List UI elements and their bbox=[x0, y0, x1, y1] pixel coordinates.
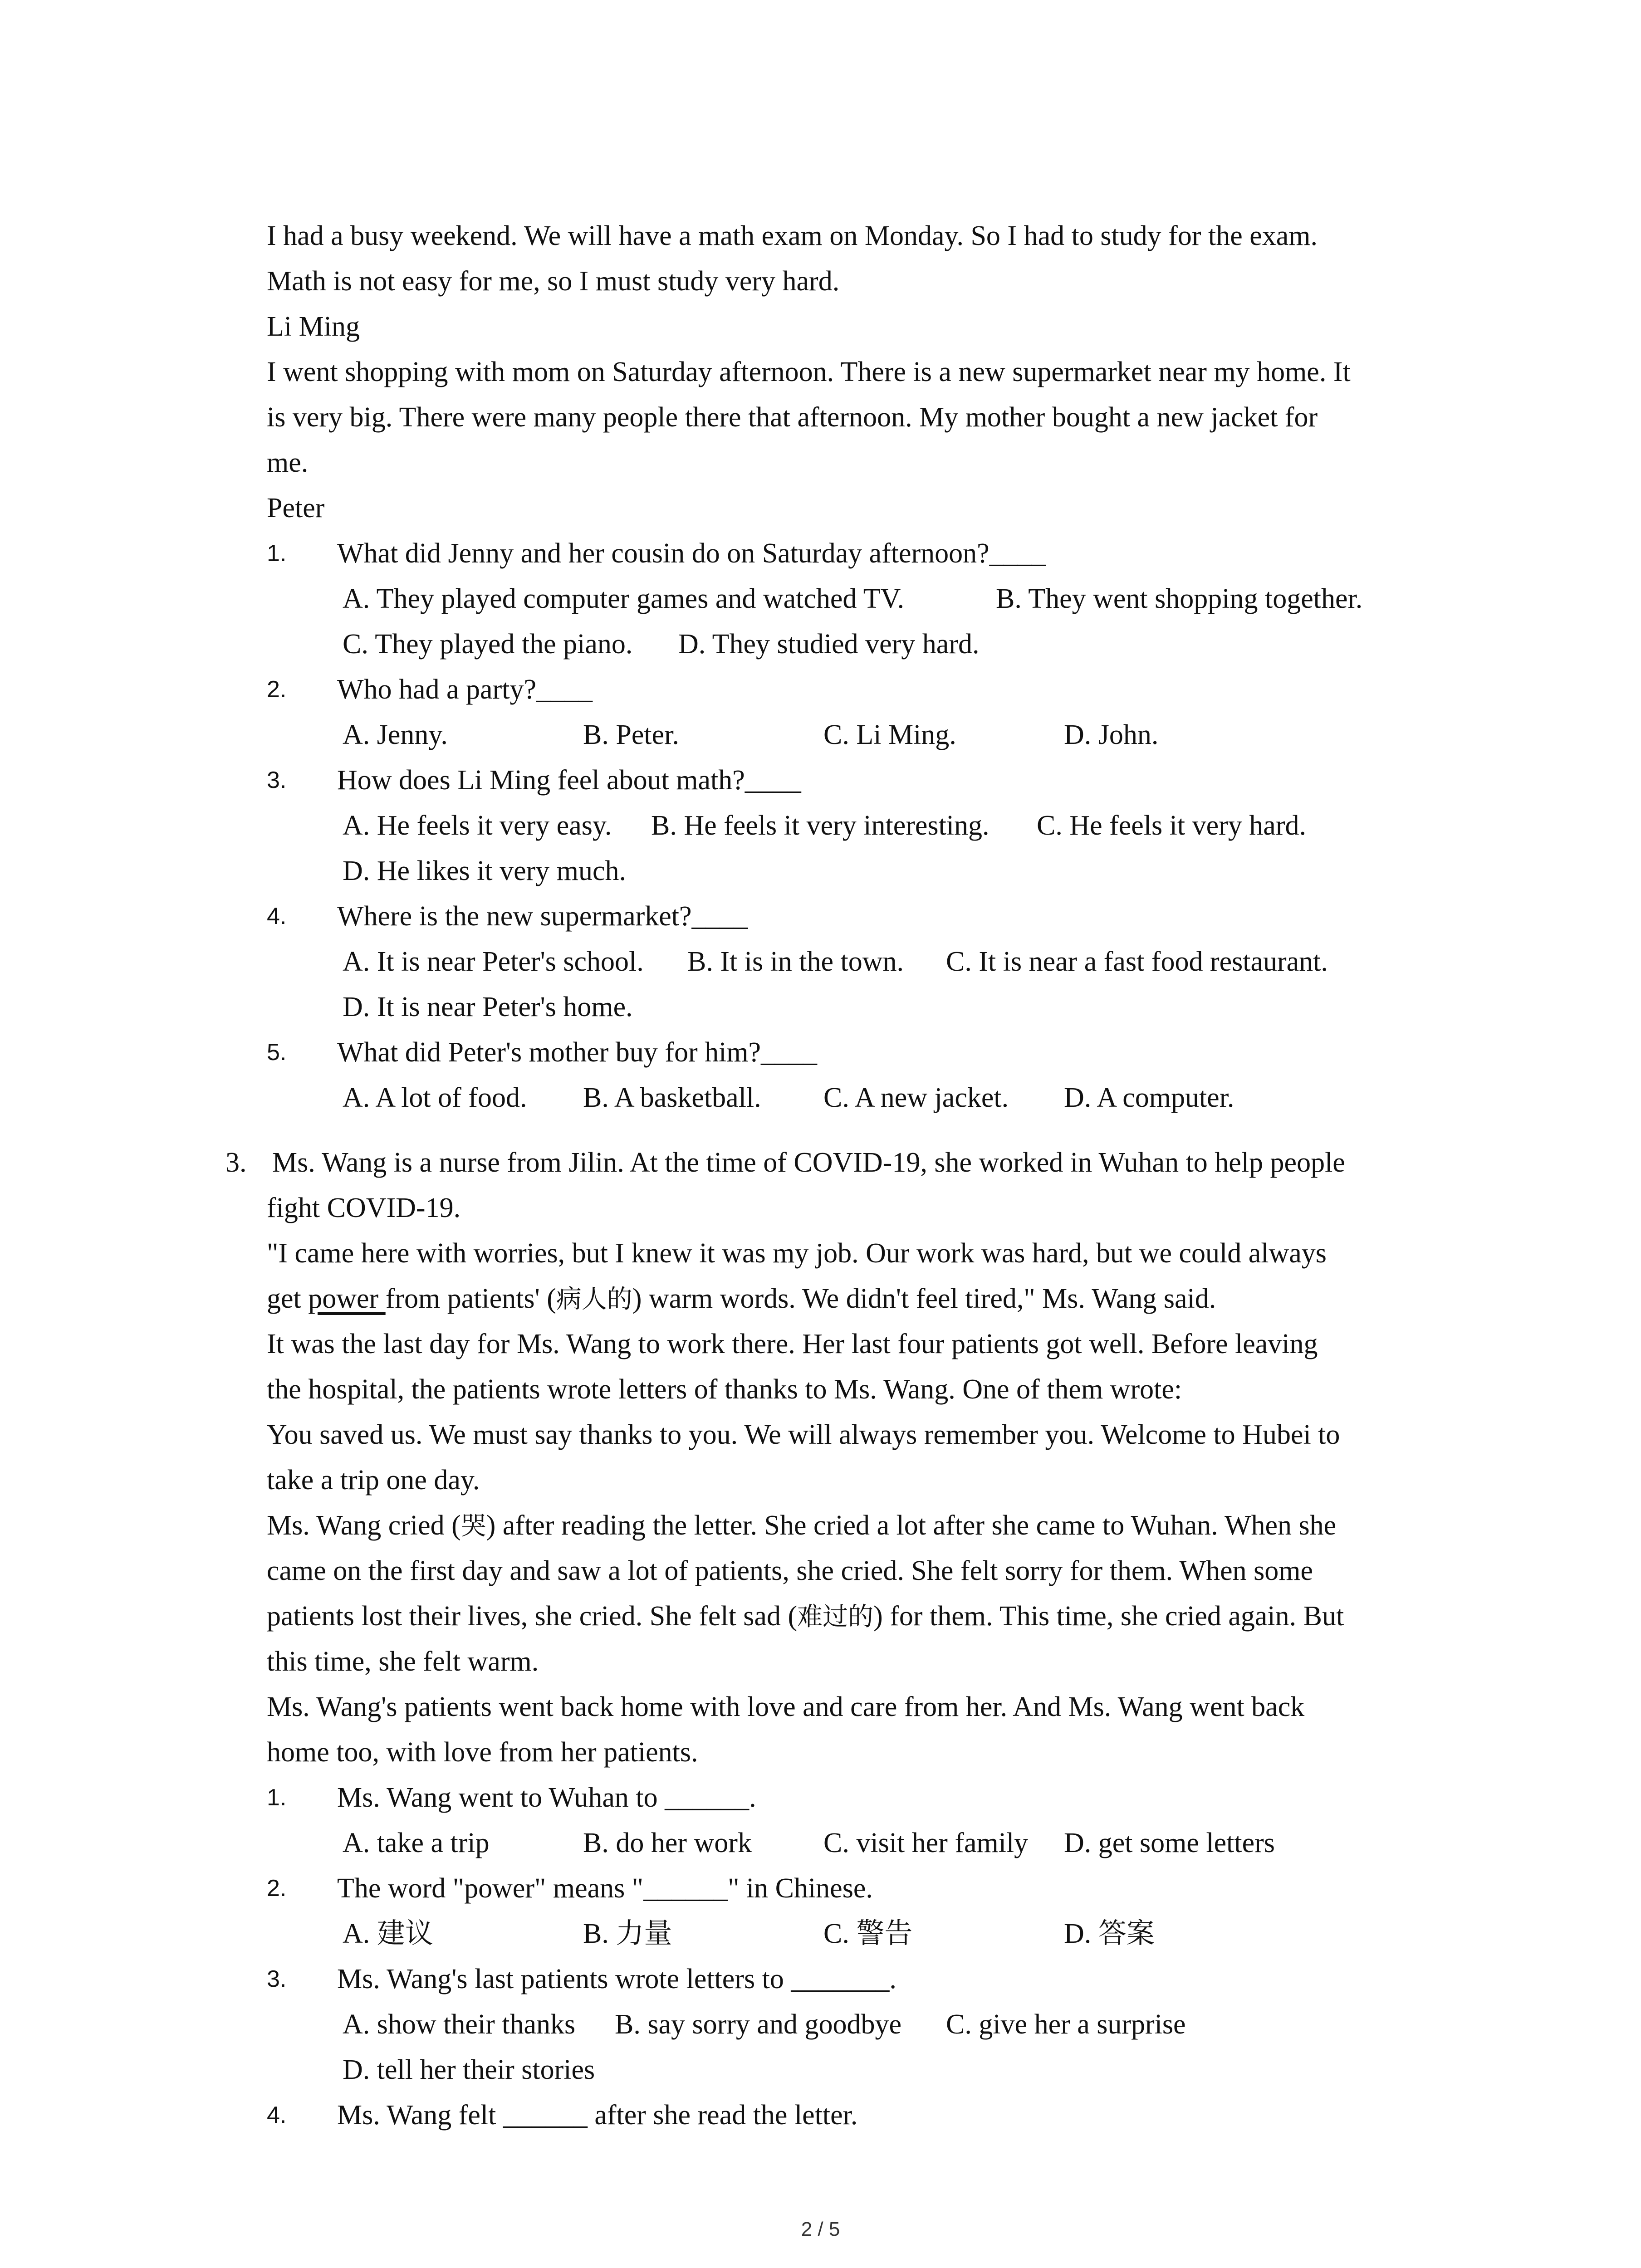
option-c: C. 警告 bbox=[823, 1918, 913, 1949]
question-number: 2. bbox=[267, 676, 287, 703]
passage-line: I had a busy weekend. We will have a math exam on Monday. So I had to study for the exam. bbox=[267, 220, 1318, 251]
text-span: ) after reading the letter. She cried a lot after she came to Wuhan. When she bbox=[486, 1510, 1337, 1541]
option-a: A. 建议 bbox=[343, 1918, 433, 1949]
option-d: D. They studied very hard. bbox=[678, 629, 980, 660]
passage-signature: Li Ming bbox=[267, 311, 360, 342]
option-d: D. He likes it very much. bbox=[343, 855, 627, 886]
text-span: get bbox=[267, 1283, 309, 1314]
option-a: A. Jenny. bbox=[343, 719, 448, 750]
question-number: 1. bbox=[267, 1784, 287, 1811]
passage-line bbox=[267, 1276, 1216, 1322]
option-b: B. say sorry and goodbye bbox=[615, 2009, 901, 2040]
question-text: Who had a party?____ bbox=[337, 674, 593, 705]
passage-line: home too, with love from her patients. bbox=[267, 1737, 698, 1768]
question-number: 4. bbox=[267, 903, 287, 929]
text-span: ) warm words. We didn't feel tired," Ms. Wang said. bbox=[632, 1283, 1216, 1314]
option-c: C. He feels it very hard. bbox=[1037, 810, 1306, 841]
question-number: 3. bbox=[267, 1966, 287, 1992]
passage-signature: Peter bbox=[267, 493, 325, 523]
text-span: patients lost their lives, she cried. She felt sad ( bbox=[267, 1601, 798, 1632]
chinese-gloss: 哭 bbox=[460, 1511, 486, 1541]
question-number: 2. bbox=[267, 1875, 287, 1901]
option-b: B. Peter. bbox=[583, 719, 679, 750]
option-c: C. visit her family bbox=[823, 1828, 1029, 1858]
passage-line: is very big. There were many people there that afternoon. My mother bought a new jacket for bbox=[267, 402, 1318, 433]
question-text: Where is the new supermarket?____ bbox=[337, 901, 748, 932]
option-b: B. It is in the town. bbox=[687, 946, 904, 977]
question-text: Ms. Wang went to Wuhan to ______. bbox=[337, 1782, 756, 1813]
passage-line: the hospital, the patients wrote letters of thanks to Ms. Wang. One of them wrote: bbox=[267, 1374, 1182, 1405]
passage-line: It was the last day for Ms. Wang to work there. Her last four patients got well. Before leaving bbox=[267, 1329, 1318, 1359]
passage-line: this time, she felt warm. bbox=[267, 1646, 539, 1677]
option-a: A. He feels it very easy. bbox=[343, 810, 612, 841]
option-b: B. 力量 bbox=[583, 1918, 672, 1949]
option-c: C. A new jacket. bbox=[823, 1082, 1009, 1113]
question-number: 5. bbox=[267, 1039, 287, 1066]
underlined-word: power bbox=[308, 1283, 386, 1314]
option-b: B. They went shopping together. bbox=[996, 583, 1363, 614]
option-a: A. take a trip bbox=[343, 1828, 490, 1858]
option-d: D. get some letters bbox=[1064, 1828, 1275, 1858]
letter-line: take a trip one day. bbox=[267, 1465, 480, 1496]
chinese-gloss: 病人的 bbox=[556, 1285, 632, 1314]
option-c: C. give her a surprise bbox=[946, 2009, 1186, 2040]
option-c: C. They played the piano. bbox=[343, 629, 633, 660]
question-text: What did Peter's mother buy for him?____ bbox=[337, 1037, 818, 1068]
option-a: A. show their thanks bbox=[343, 2009, 576, 2040]
text-span: ) for them. This time, she cried again. But bbox=[873, 1601, 1344, 1632]
question-number: 4. bbox=[267, 2102, 287, 2128]
option-a: A. It is near Peter's school. bbox=[343, 946, 644, 977]
question-number: 3. bbox=[267, 767, 287, 793]
option-a: A. A lot of food. bbox=[343, 1082, 527, 1113]
passage-line: "I came here with worries, but I knew it was my job. Our work was hard, but we could always bbox=[267, 1238, 1327, 1269]
question-number: 1. bbox=[267, 540, 287, 567]
question-text: Ms. Wang's last patients wrote letters to _______. bbox=[337, 1964, 896, 1994]
passage-line bbox=[267, 1593, 1344, 1640]
passage-line: me. bbox=[267, 447, 309, 478]
passage-line bbox=[267, 1503, 1336, 1549]
question-text: Ms. Wang felt ______ after she read the letter. bbox=[337, 2100, 858, 2131]
section-number: 3. bbox=[225, 1147, 247, 1178]
question-text: The word "power" means "______" in Chinese. bbox=[337, 1873, 873, 1904]
question-text: What did Jenny and her cousin do on Saturday afternoon?____ bbox=[337, 538, 1046, 569]
option-b: B. do her work bbox=[583, 1828, 752, 1858]
option-d: D. A computer. bbox=[1064, 1082, 1234, 1113]
option-d: D. 答案 bbox=[1064, 1918, 1155, 1949]
option-a: A. They played computer games and watched TV. bbox=[343, 583, 904, 614]
passage-line: fight COVID-19. bbox=[267, 1193, 461, 1223]
option-d: D. tell her their stories bbox=[343, 2054, 595, 2085]
passage-line: came on the first day and saw a lot of patients, she cried. She felt sorry for them. When some bbox=[267, 1555, 1313, 1586]
text-span: Ms. Wang cried ( bbox=[267, 1510, 461, 1541]
option-b: B. He feels it very interesting. bbox=[651, 810, 989, 841]
passage-line: Math is not easy for me, so I must study very hard. bbox=[267, 266, 840, 297]
passage-line: I went shopping with mom on Saturday afternoon. There is a new supermarket near my home. It bbox=[267, 357, 1351, 387]
passage-line: Ms. Wang's patients went back home with love and care from her. And Ms. Wang went back bbox=[267, 1691, 1305, 1722]
option-d: D. It is near Peter's home. bbox=[343, 992, 633, 1022]
option-c: C. Li Ming. bbox=[823, 719, 956, 750]
option-d: D. John. bbox=[1064, 719, 1159, 750]
chinese-gloss: 难过的 bbox=[797, 1602, 874, 1632]
question-text: How does Li Ming feel about math?____ bbox=[337, 765, 801, 796]
option-b: B. A basketball. bbox=[583, 1082, 761, 1113]
text-span: from patients' ( bbox=[385, 1283, 556, 1314]
passage-line: Ms. Wang is a nurse from Jilin. At the time of COVID-19, she worked in Wuhan to help people bbox=[272, 1147, 1345, 1178]
page-number: 2 / 5 bbox=[801, 2218, 840, 2240]
letter-line: You saved us. We must say thanks to you. We will always remember you. Welcome to Hubei to bbox=[267, 1419, 1340, 1450]
option-c: C. It is near a fast food restaurant. bbox=[946, 946, 1328, 977]
